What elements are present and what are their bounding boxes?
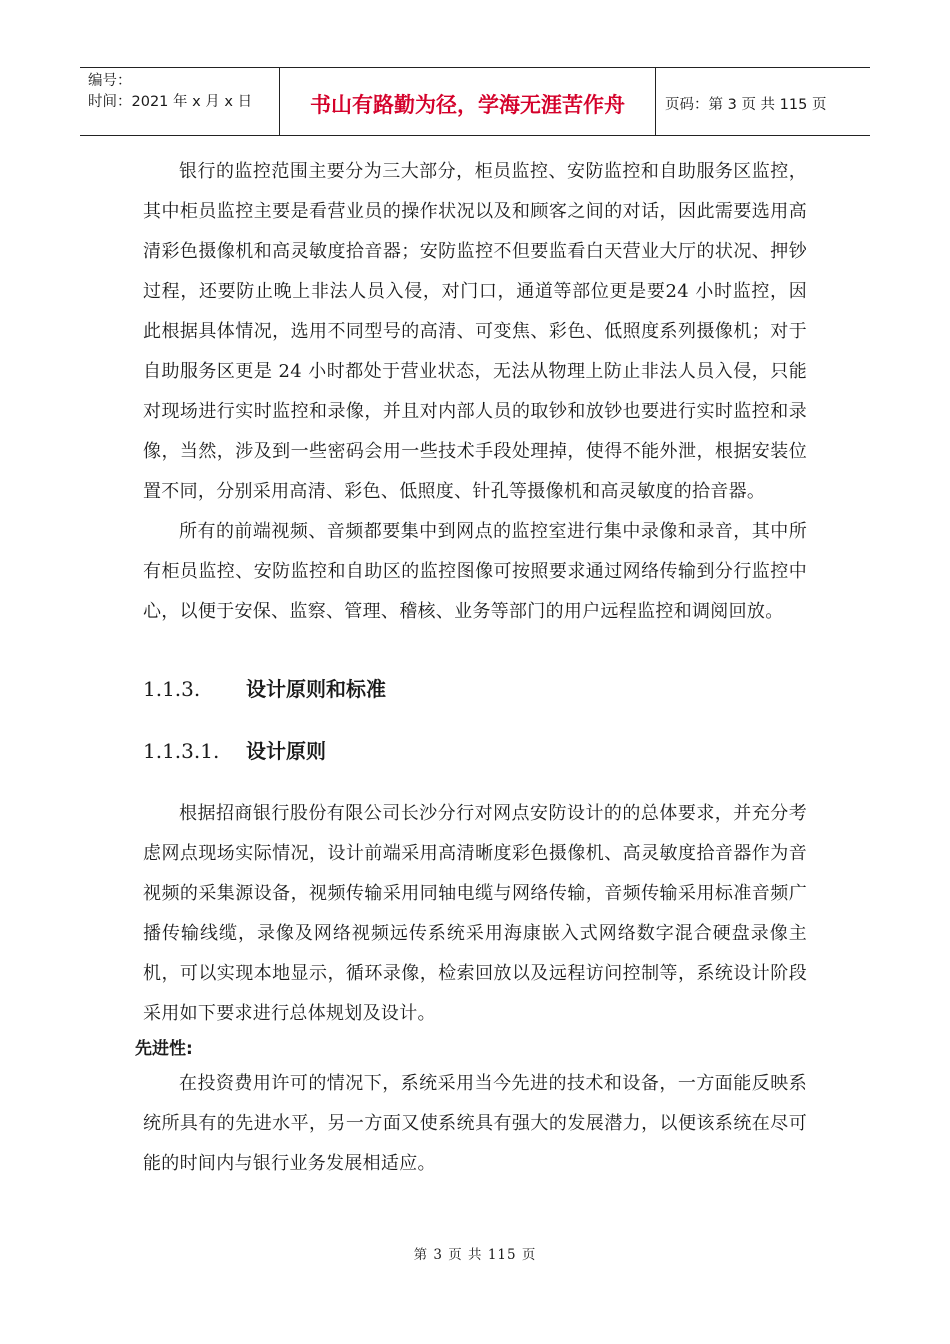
paragraph-centralized-recording: 所有的前端视频、音频都要集中到网点的监控室进行集中录像和录音，其中所有柜员监控、安防监控和自助区的监控图像可按照要求通过网络传输到分行监控中心，以便于安保、监察、管理、稽核、业务等部门的用户远程监控和调阅回放。 [143, 521, 807, 622]
page-footer: 第 3 页 共 115 页 [413, 1247, 537, 1263]
header-motto: 书山有路勤为径，学海无涯苦作舟 [280, 68, 656, 135]
subsection-title: 设计原则 [246, 739, 326, 763]
document-code: 编号： [88, 73, 132, 89]
paragraph-design-requirements: 根据招商银行股份有限公司长沙分行对网点安防设计的的总体要求，并充分考虑网点现场实际情况，设计前端采用高清晰度彩色摄像机、高灵敏度拾音器作为音视频的采集源设备，视频传输采用同轴电缆与网络传输，音频传输采用标准音频广播传输线缆，录像及网络视频远传系统采用海康嵌入式网络数字混合硬盘录像主机，可以实现本地显示，循环录像，检索回放以及远程访问控制等，系统设计阶段采用如下要求进行总体规划及设计。 [143, 803, 807, 1024]
subheading-advanced: 先进性: [135, 1039, 193, 1059]
header-page-info: 页码：第 3 页 共 115 页 [665, 97, 827, 113]
document-body [135, 152, 807, 1184]
section-title: 设计原则和标准 [246, 677, 386, 701]
paragraph-monitoring-scope: 银行的监控范围主要分为三大部分，柜员监控、安防监控和自助服务区监控，其中柜员监控主要是看营业员的操作状况以及和顾客之间的对话，因此需要选用高清彩色摄像机和高灵敏度拾音器；安防监控不但要监看白天营业大厅的状况、押钞过程，还要防止晚上非法人员入侵，对门口，通道等部位更是要24 小时监控，因此根据具体情况，选用不同型号的高清、可变焦、彩色、低照度系列摄像机；对于自助服务区更是 24 小时都处于营业状态，无法从物理上防止非法人员入侵，只能对现场进行实时监控和录像，并且对内部人员的取钞和放钞也要进行实时监控和录像，当然，涉及到一些密码会用一些技术手段处理掉，使得不能外泄，根据安装位置不同，分别采用高清、彩色、低照度、针孔等摄像机和高灵敏度的拾音器。 [143, 161, 807, 502]
subsection-number: 1.1.3.1. [143, 739, 220, 763]
section-heading-design-principles-standards [143, 658, 807, 720]
paragraph-advanced: 在投资费用许可的情况下，系统采用当今先进的技术和设备，一方面能反映系统所具有的先进水平，另一方面又使系统具有强大的发展潜力，以便该系统在尽可能的时间内与银行业务发展相适应。 [143, 1073, 807, 1174]
document-date: 时间：2021 年 x 月 x 日 [88, 94, 253, 110]
subsection-heading-design-principles [143, 720, 807, 782]
page-header [80, 67, 870, 136]
section-number: 1.1.3. [143, 677, 201, 701]
header-meta [80, 68, 280, 135]
